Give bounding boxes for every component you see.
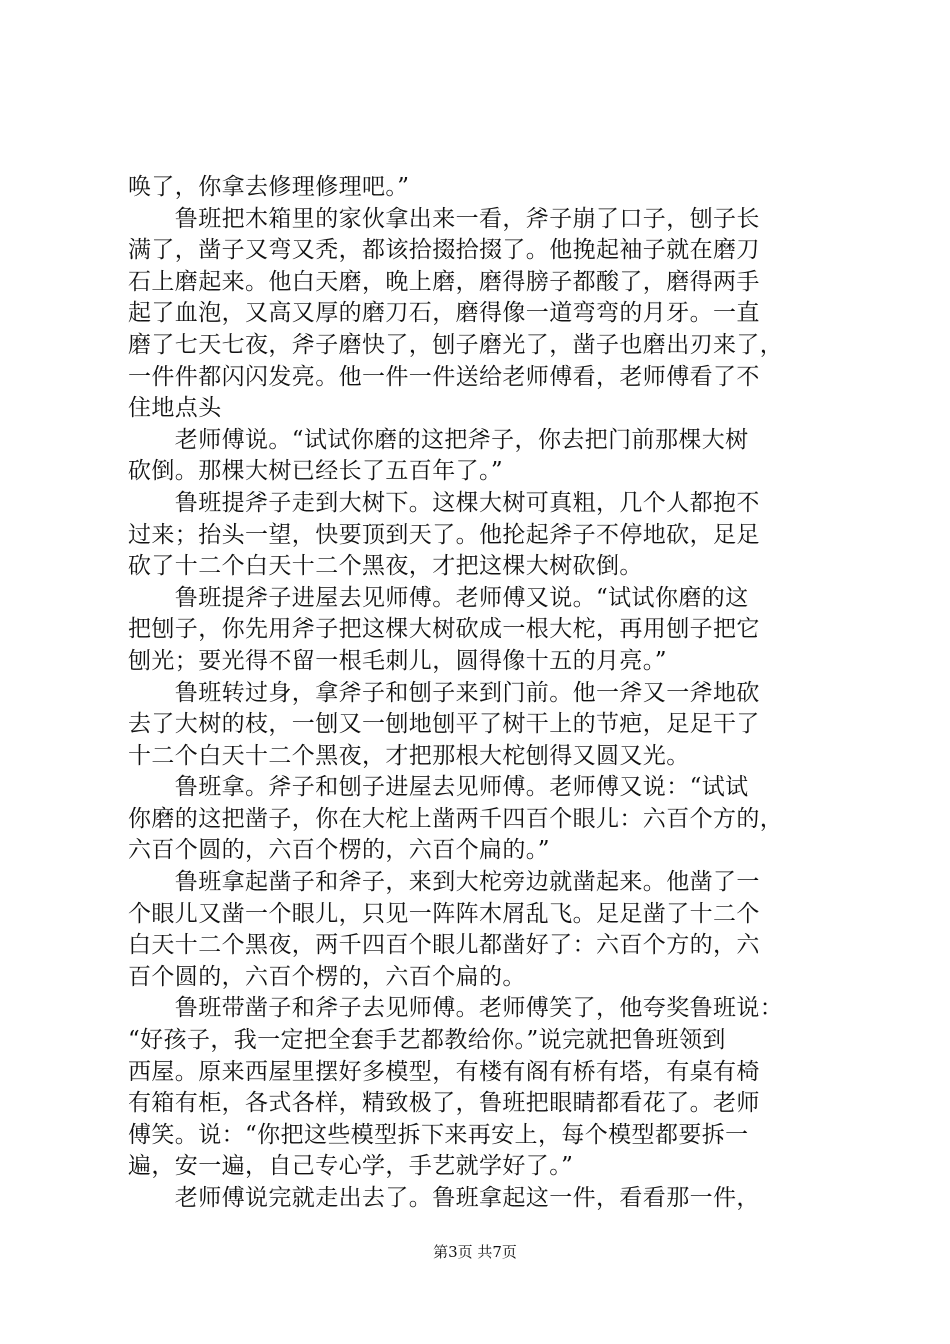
text-line: 你磨的这把凿子，你在大柁上凿两千四百个眼儿：六百个方的，	[128, 805, 784, 832]
text-line: 傅笑。说：“你把这些模型拆下来再安上，每个模型都要拆一	[128, 1121, 749, 1148]
text-line: 遍，安一遍，自己专心学，手艺就学好了。”	[128, 1153, 574, 1180]
text-line: 满了，凿子又弯又秃，都该拾掇拾掇了。他挽起袖子就在磨刀	[128, 237, 760, 264]
text-line: 百个圆的，六百个楞的，六百个扁的。	[128, 963, 526, 990]
text-line: 鲁班转过身，拿斧子和刨子来到门前。他一斧又一斧地砍	[128, 679, 760, 706]
text-line: “好孩子，我一定把全套手艺都教给你。”说完就把鲁班领到	[128, 1027, 726, 1054]
text-line: 把刨子，你先用斧子把这棵大树砍成一根大柁，再用刨子把它	[128, 616, 760, 643]
text-line: 刨光；要光得不留一根毛刺儿，圆得像十五的月亮。”	[128, 647, 667, 674]
text-line: 起了血泡，又高又厚的磨刀石，磨得像一道弯弯的月牙。一直	[128, 300, 760, 327]
text-line: 唤了，你拿去修理修理吧。”	[128, 174, 410, 200]
text-line: 西屋。原来西屋里摆好多模型，有楼有阁有桥有塔，有桌有椅	[128, 1058, 760, 1085]
body-text	[128, 172, 828, 1215]
text-line: 鲁班拿起凿子和斧子，来到大柁旁边就凿起来。他凿了一	[128, 869, 760, 896]
text-line: 石上磨起来。他白天磨，晚上磨，磨得膀子都酸了，磨得两手	[128, 268, 760, 295]
page-footer: 第3页 共7页	[433, 1243, 517, 1261]
text-line: 一件件都闪闪发亮。他一件一件送给老师傅看，老师傅看了不	[128, 363, 760, 390]
text-line: 去了大树的枝，一刨又一刨地刨平了树干上的节疤，足足干了	[128, 711, 760, 738]
text-line: 十二个白天十二个黑夜，才把那根大柁刨得又圆又光。	[128, 742, 690, 769]
text-line: 住地点头	[128, 395, 222, 422]
text-line: 个眼儿又凿一个眼儿，只见一阵阵木屑乱飞。足足凿了十二个	[128, 900, 760, 927]
text-line: 鲁班带凿子和斧子去见师傅。老师傅笑了，他夸奖鲁班说：	[128, 995, 784, 1022]
text-line: 磨了七天七夜，斧子磨快了，刨子磨光了，凿子也磨出刃来了，	[128, 331, 784, 358]
text-line: 砍倒。那棵大树已经长了五百年了。”	[128, 458, 504, 485]
text-line: 六百个圆的，六百个楞的，六百个扁的。”	[128, 837, 550, 864]
text-line: 鲁班提斧子进屋去见师傅。老师傅又说。“试试你磨的这	[128, 584, 749, 611]
text-line: 鲁班拿。斧子和刨子进屋去见师傅。老师傅又说：“试试	[128, 774, 749, 801]
text-line: 鲁班把木箱里的家伙拿出来一看，斧子崩了口子，刨子长	[128, 205, 760, 232]
text-line: 鲁班提斧子走到大树下。这棵大树可真粗，几个人都抱不	[128, 489, 760, 516]
text-line: 老师傅说。“试试你磨的这把斧子，你去把门前那棵大树	[128, 426, 749, 453]
text-line: 有箱有柜，各式各样，精致极了，鲁班把眼睛都看花了。老师	[128, 1090, 760, 1117]
text-line: 过来；抬头一望，快要顶到天了。他抡起斧子不停地砍，足足	[128, 521, 760, 548]
text-line: 老师傅说完就走出去了。鲁班拿起这一件，看看那一件，	[128, 1185, 760, 1211]
text-line: 白天十二个黑夜，两千四百个眼儿都凿好了：六百个方的，六	[128, 932, 760, 959]
text-line: 砍了十二个白天十二个黑夜，才把这棵大树砍倒。	[128, 553, 643, 580]
